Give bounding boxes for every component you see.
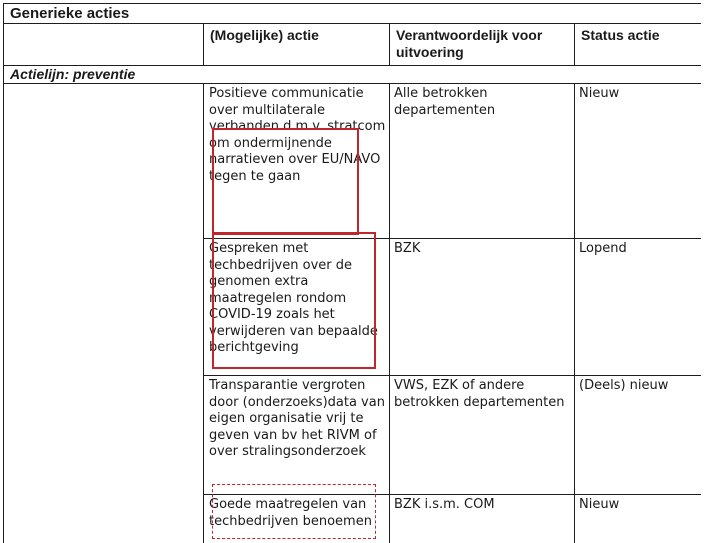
section-row: [4, 66, 702, 84]
header-empty-cell: [4, 24, 204, 66]
header-cell-responsible: [390, 24, 575, 66]
document-page: [3, 3, 701, 543]
table-title: Generieke acties: [4, 4, 702, 24]
responsible-cell: BZK: [390, 239, 575, 376]
header-responsible-label: Verantwoordelijk voor uitvoering: [396, 27, 546, 61]
action-cell: Goede maatregelen van techbedrijven benoemen: [204, 495, 390, 543]
table-title-row: [4, 4, 702, 24]
action-cell: Transparantie vergroten door (onderzoeks)data van eigen organisatie vrij te geven van bv het RIVM of over stralingsonderzoek: [204, 376, 390, 495]
action-cell: Gespreken met techbedrijven over de genomen extra maatregelen rondom COVID-19 zoals het verwijderen van bepaalde berichtgeving: [204, 239, 390, 376]
status-cell: Nieuw: [575, 495, 702, 543]
action-cell: Positieve communicatie over multilaterale verbanden d.m.v. stratcom om ondermijnende narratieven over EU/NAVO tegen te gaan: [204, 84, 390, 239]
header-cell-status: [575, 24, 702, 66]
table-header-row: [4, 24, 702, 66]
table-row: [4, 84, 702, 239]
generic-actions-table: [3, 3, 701, 543]
header-status-label: Status actie: [581, 27, 695, 44]
header-cell-action: [204, 24, 390, 66]
responsible-cell: Alle betrokken departementen: [390, 84, 575, 239]
empty-first-column-cell: [4, 84, 204, 543]
responsible-cell: BZK i.s.m. COM: [390, 495, 575, 543]
status-cell: Lopend: [575, 239, 702, 376]
section-label: Actielijn: preventie: [4, 66, 702, 84]
status-cell: Nieuw: [575, 84, 702, 239]
header-action-label: (Mogelijke) actie: [210, 27, 360, 44]
responsible-cell: VWS, EZK of andere betrokken departementen: [390, 376, 575, 495]
status-cell: (Deels) nieuw: [575, 376, 702, 495]
